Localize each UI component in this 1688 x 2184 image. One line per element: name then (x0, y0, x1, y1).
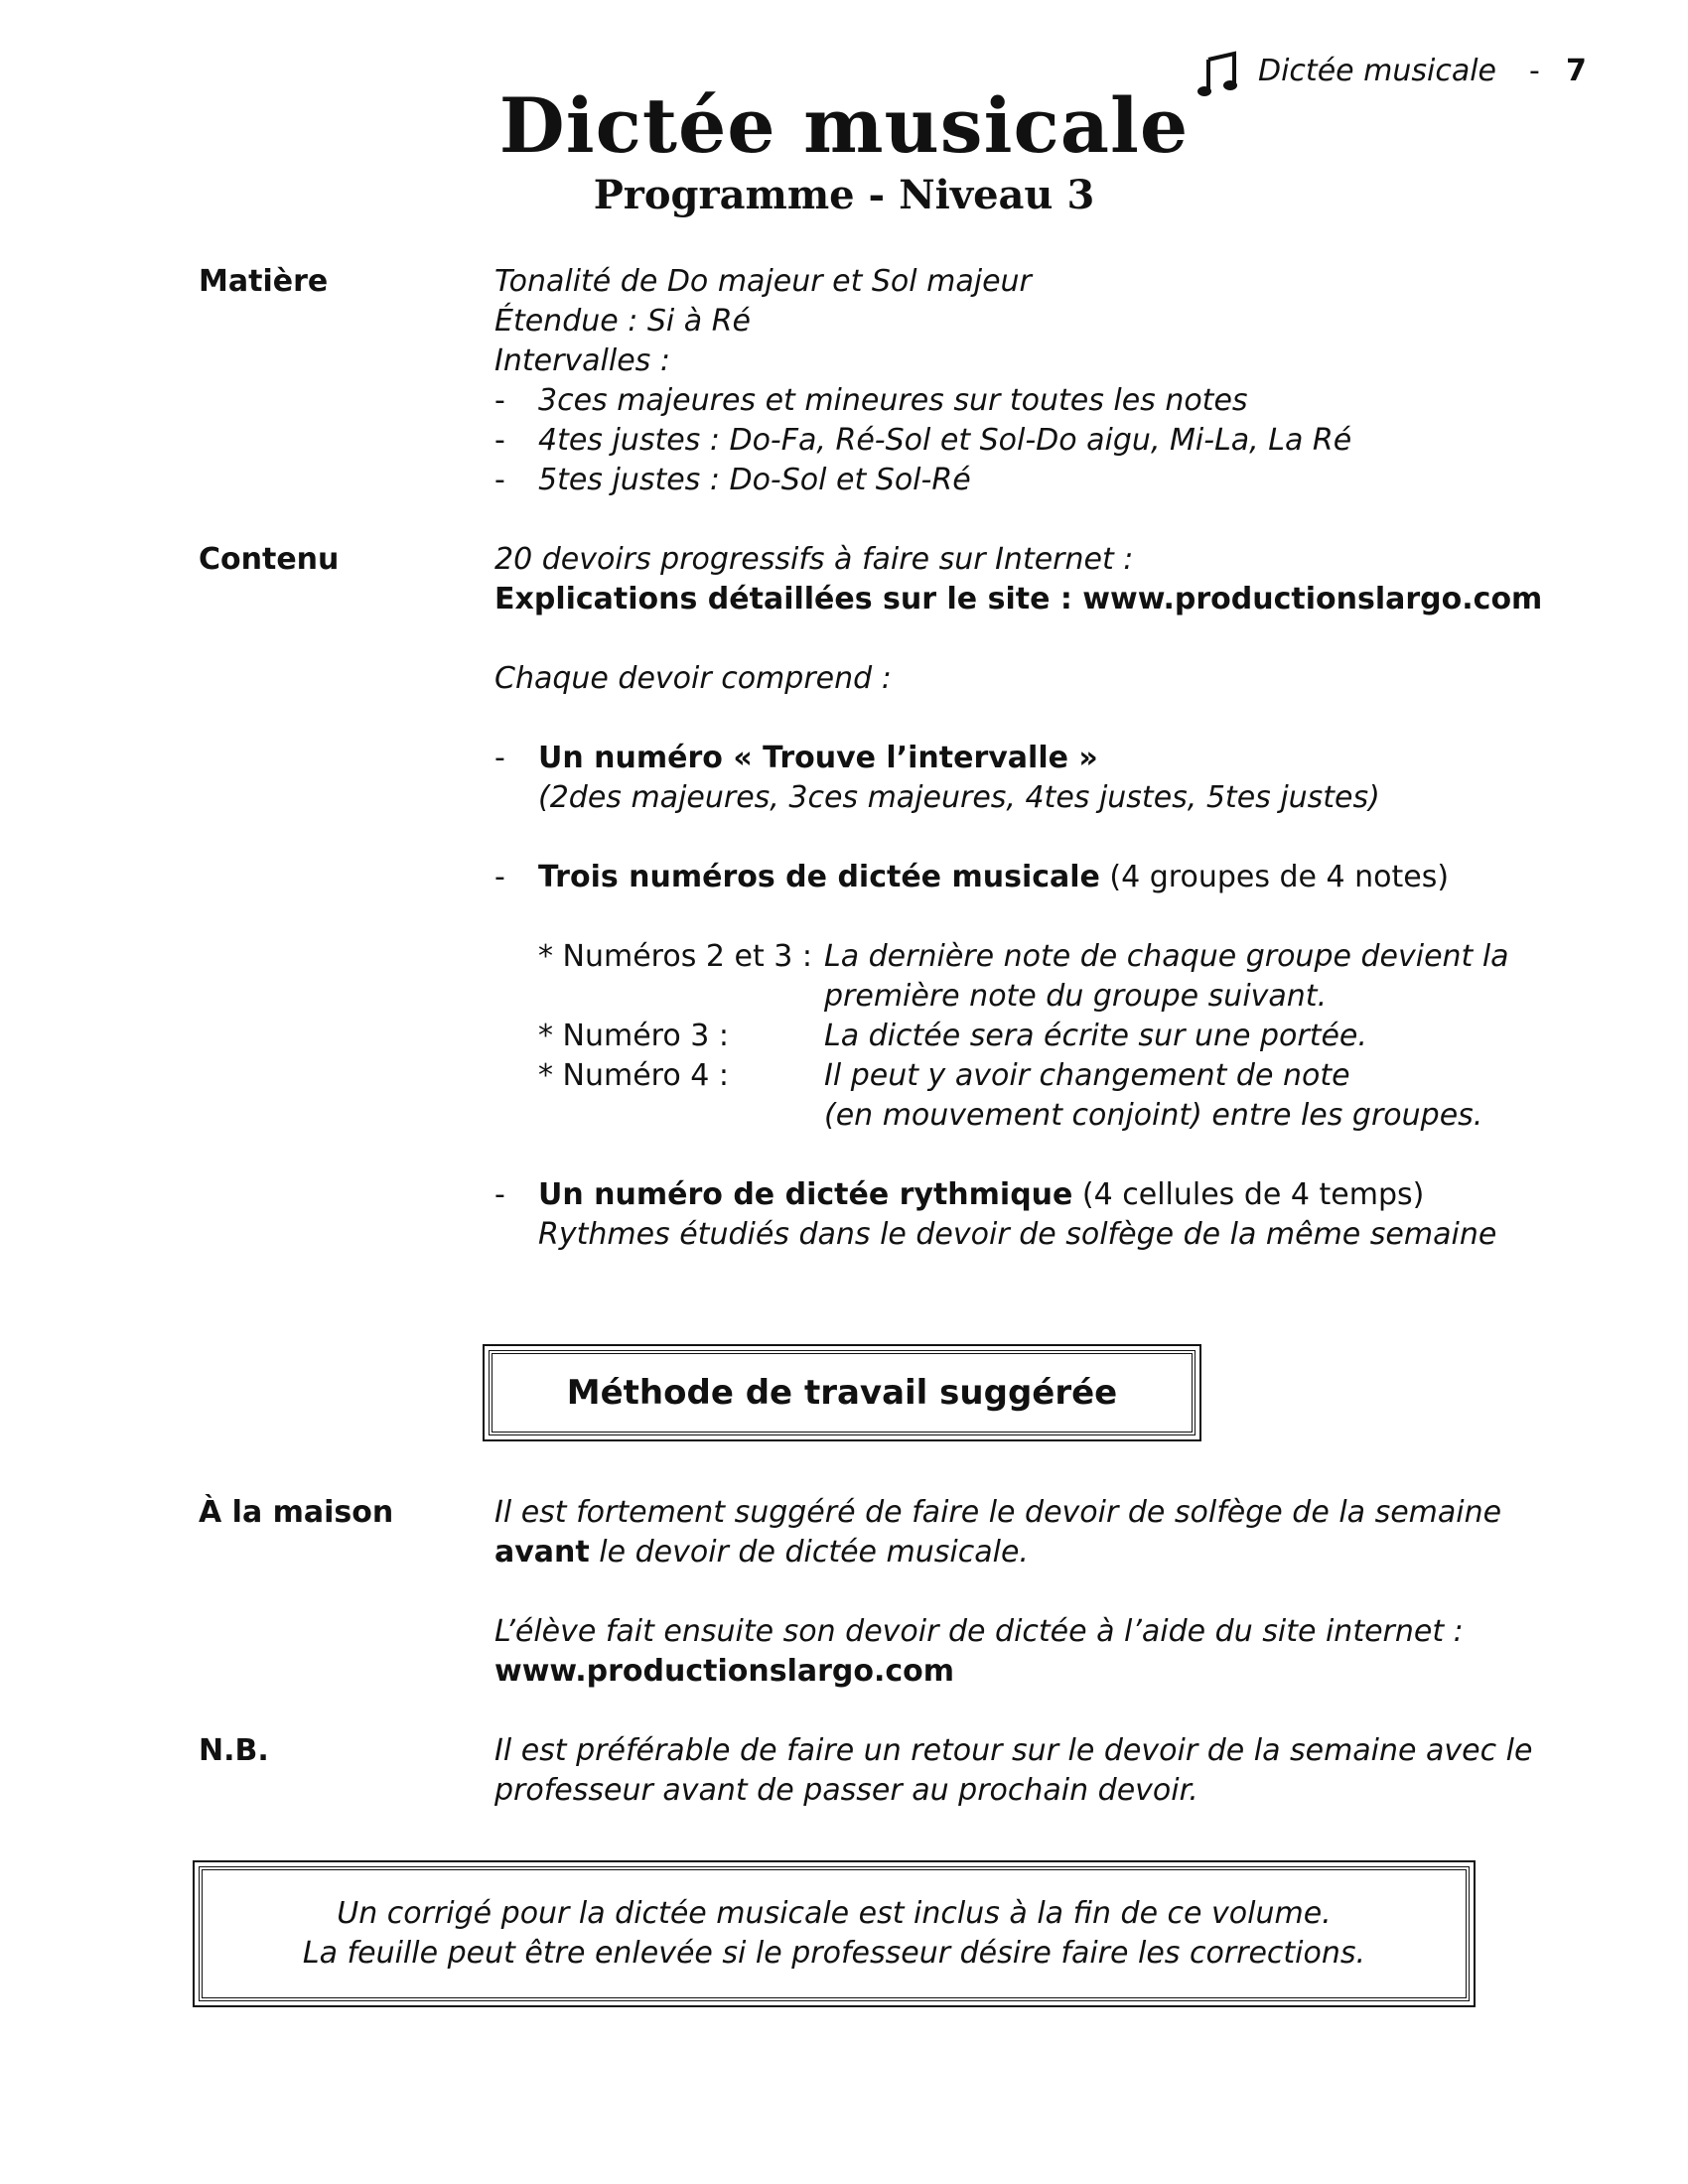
method-heading-box: Méthode de travail suggérée (489, 1350, 1196, 1435)
list-item: - Trois numéros de dictée musicale (4 groupes de 4 notes) (494, 860, 1450, 894)
page-title: Dictée musicale (498, 81, 1190, 170)
list-item: - 4tes justes : Do-Fa, Ré-Sol et Sol-Do aigu, Mi-La, La Ré (494, 423, 1352, 458)
nb-line: professeur avant de passer au prochain devoir. (494, 1773, 1198, 1808)
page-number: 7 (1566, 54, 1587, 88)
note-row: * Numéros 2 et 3 : La dernière note de chaque groupe devient la (538, 939, 1509, 974)
label-contenu: Contenu (199, 542, 340, 577)
list-item: - Un numéro « Trouve l’intervalle » (494, 741, 1098, 775)
contenu-chaque: Chaque devoir comprend : (494, 661, 892, 696)
note-row: * Numéro 4 : Il peut y avoir changement de note (538, 1058, 1350, 1093)
contenu-content (494, 540, 1607, 1255)
label-maison: À la maison (199, 1495, 394, 1530)
item1-detail: (2des majeures, 3ces majeures, 4tes justes, 5tes justes) (538, 780, 1380, 815)
matiere-content (494, 262, 1607, 500)
page-subtitle: Programme - Niveau 3 (593, 172, 1095, 218)
nb-line: Il est préférable de faire un retour sur le devoir de la semaine avec le (494, 1733, 1533, 1768)
contenu-intro: 20 devoirs progressifs à faire sur Internet : (494, 542, 1134, 577)
maison-line: Il est fortement suggéré de faire le devoir de solfège de la semaine (494, 1495, 1502, 1530)
list-item: - 5tes justes : Do-Sol et Sol-Ré (494, 463, 971, 497)
header-title: Dictée musicale (1258, 54, 1497, 88)
notice-line: Un corrigé pour la dictée musicale est inclus à la fin de ce volume. (337, 1896, 1332, 1931)
note-row: première note du groupe suivant. (824, 979, 1328, 1014)
nb-content (494, 1731, 1607, 1811)
item3-detail: Rythmes étudiés dans le devoir de solfège de la même semaine (538, 1217, 1497, 1252)
maison-line: avant le devoir de dictée musicale. (494, 1535, 1029, 1570)
website-link[interactable]: www.productionslargo.com (494, 1654, 955, 1689)
list-item: - Un numéro de dictée rythmique (4 cellules de 4 temps) (494, 1177, 1425, 1212)
maison-line: L’élève fait ensuite son devoir de dictée à l’aide du site internet : (494, 1614, 1464, 1649)
label-nb: N.B. (199, 1733, 269, 1768)
maison-content (494, 1493, 1607, 1692)
note-row: (en mouvement conjoint) entre les groupes. (824, 1098, 1483, 1133)
list-item: - 3ces majeures et mineures sur toutes les notes (494, 383, 1248, 418)
matiere-line: Intervalles : (494, 343, 670, 378)
label-matiere: Matière (199, 264, 329, 299)
notice-line: La feuille peut être enlevée si le professeur désire faire les corrections. (302, 1936, 1366, 1971)
corrige-notice-box (199, 1866, 1470, 2001)
contenu-explications: Explications détaillées sur le site : www.productionslargo.com (494, 582, 1543, 616)
matiere-line: Étendue : Si à Ré (494, 304, 752, 339)
matiere-line: Tonalité de Do majeur et Sol majeur (494, 264, 1032, 299)
header-separator: - (1529, 54, 1540, 88)
note-row: * Numéro 3 : La dictée sera écrite sur une portée. (538, 1019, 1367, 1053)
